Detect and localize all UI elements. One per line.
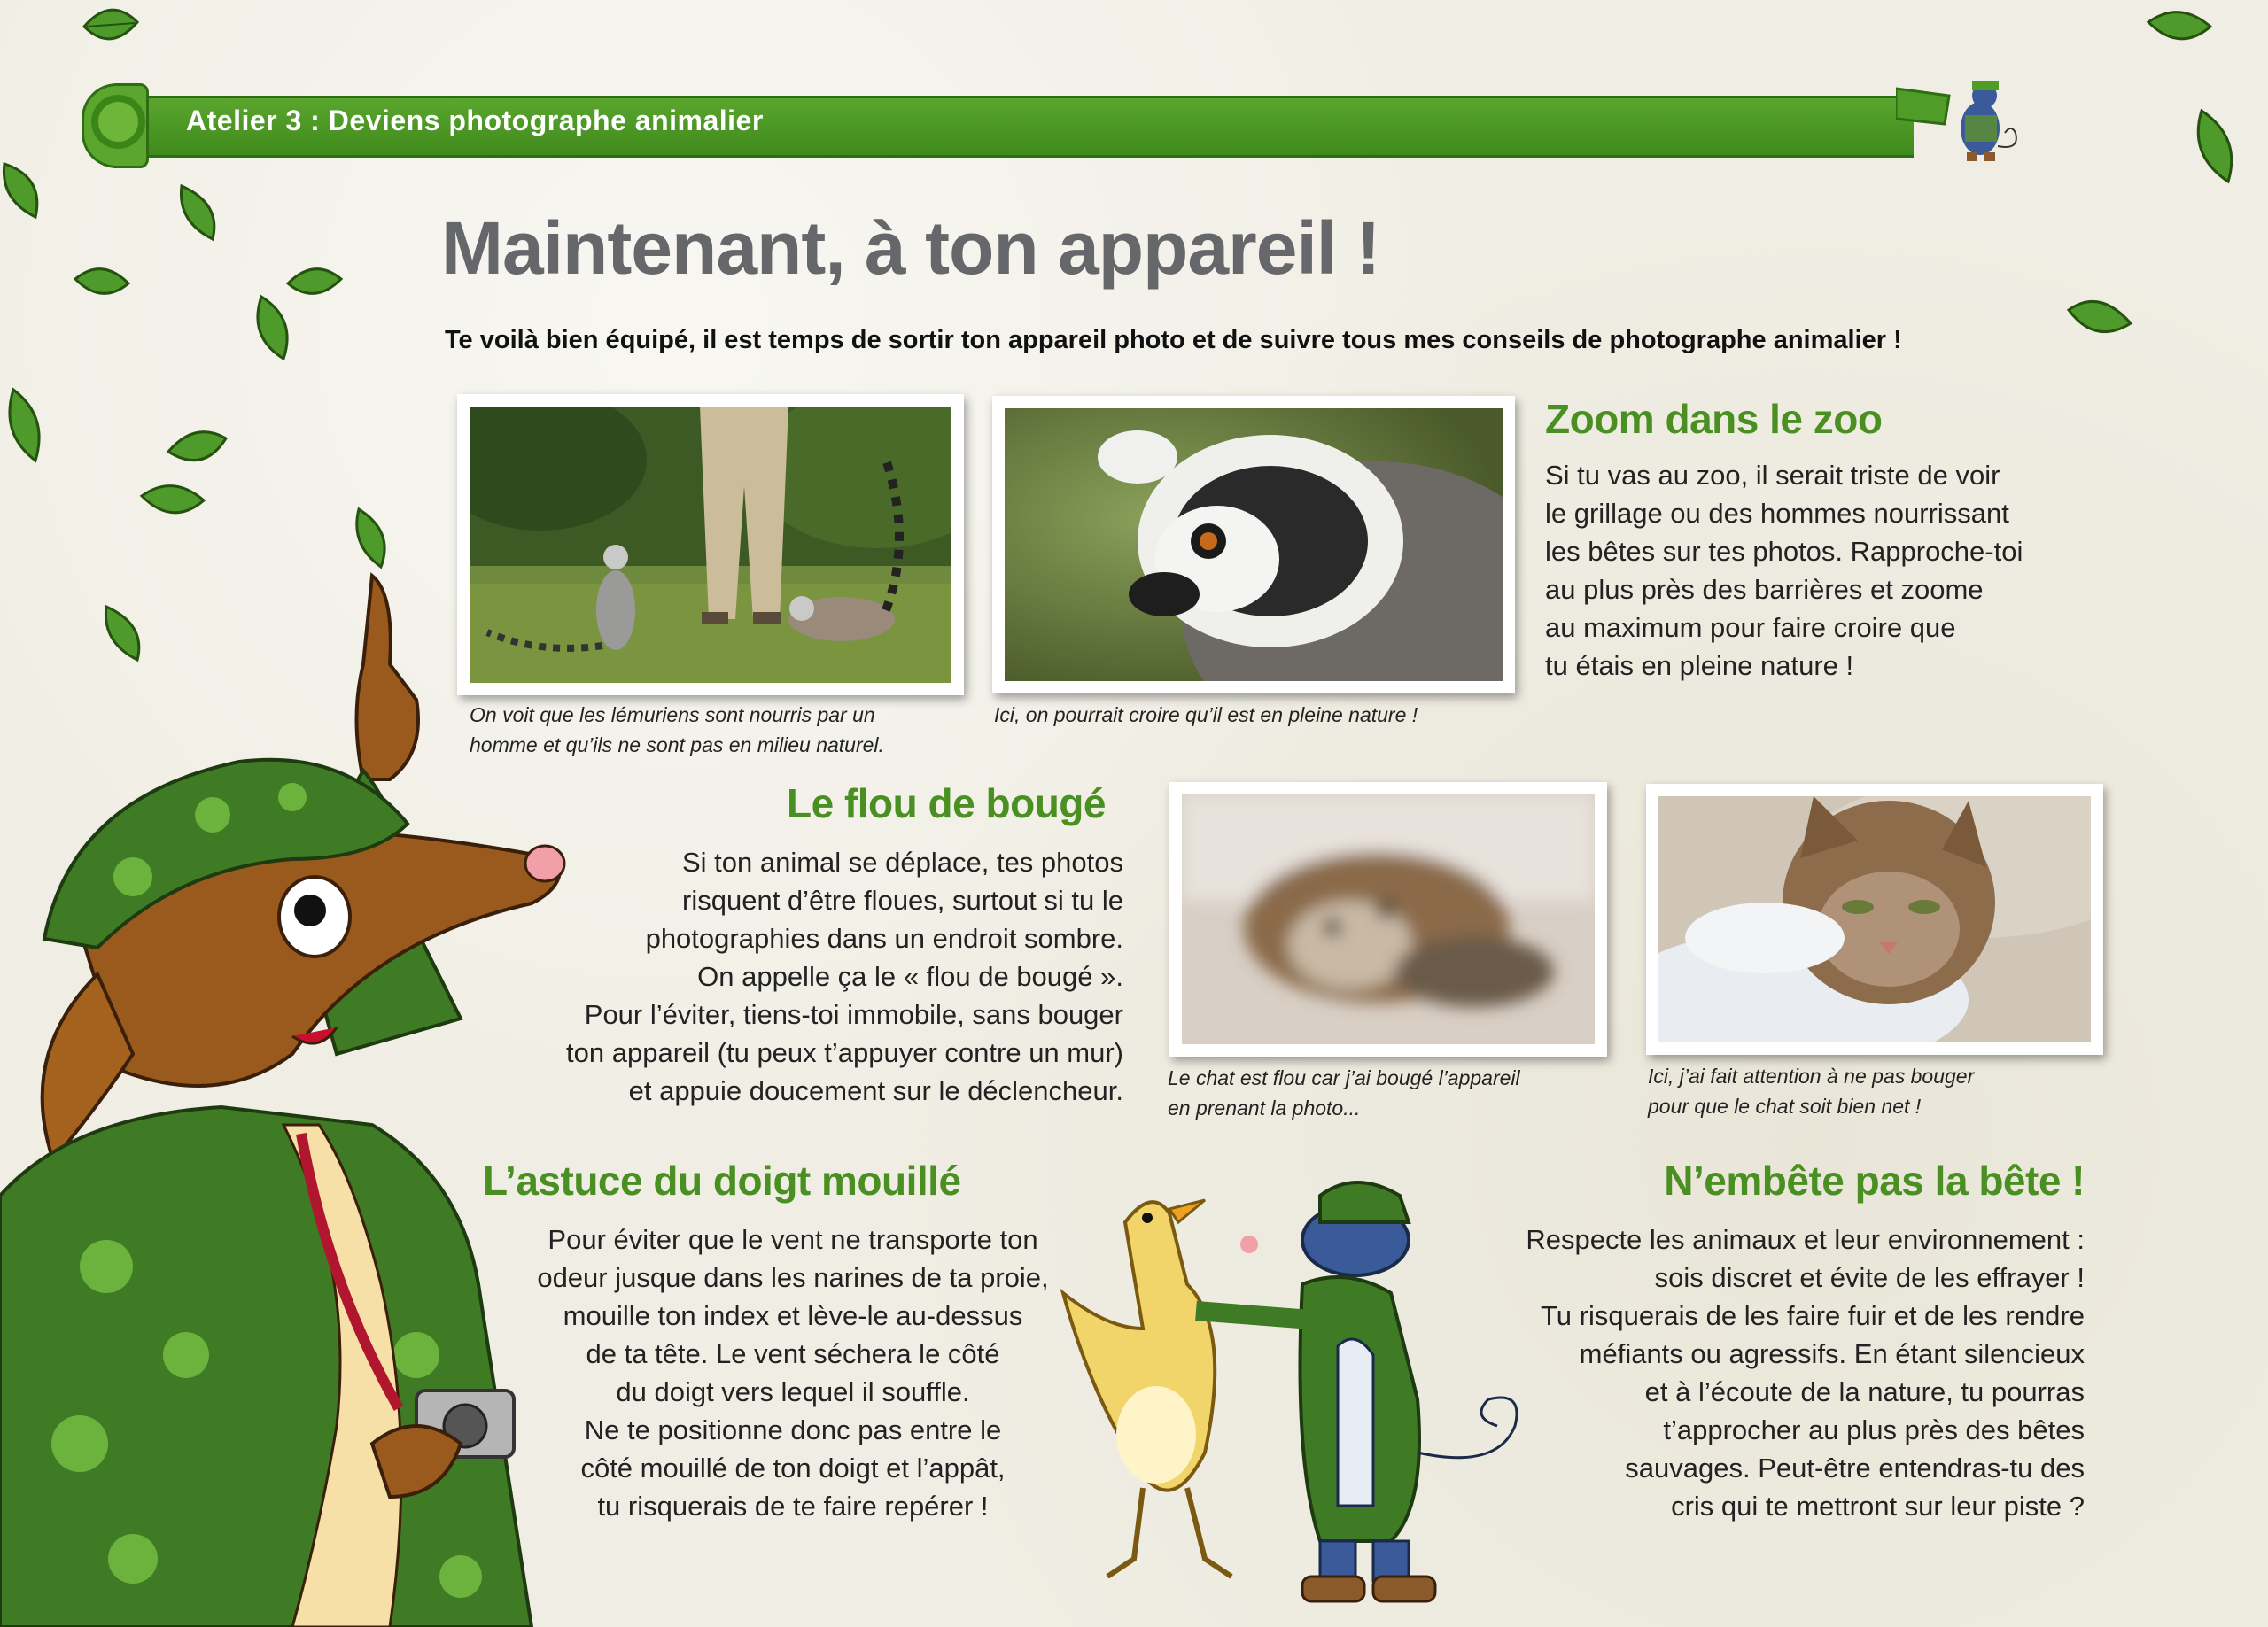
banner-title: Atelier 3 : Deviens photographe animalier — [186, 105, 764, 136]
leaf-icon — [2064, 288, 2135, 345]
page-title: Maintenant, à ton appareil ! — [441, 206, 1380, 290]
caption-cat-blurry: Le chat est flou car j’ai bougé l’appareil en prenant la photo... — [1168, 1066, 1520, 1120]
leaf-icon — [2188, 106, 2241, 186]
leaf-icon — [80, 0, 142, 53]
leaf-icon — [248, 292, 297, 363]
photo-cat-blurry — [1169, 782, 1607, 1057]
leaf-icon — [71, 257, 133, 306]
leaf-icon — [164, 421, 230, 474]
heading-bete: N’embête pas la bête ! — [1664, 1158, 2085, 1204]
heading-zoo: Zoom dans le zoo — [1545, 396, 1883, 442]
lemur-closeup-image — [1005, 408, 1503, 681]
mouse-mascot-icon — [1896, 80, 2029, 168]
paragraph-doigt: Pour éviter que le vent ne transporte ton odeur jusque dans les narines de ta proie, mouille ton index et lève-le au-dessus de ta tête. Le vent séchera le côté du doigt vers lequel il souffle. Ne te positionne donc pas entre le côté mouillé de ton doigt et l’appât, tu risquerais de te faire repérer ! — [537, 1224, 1049, 1522]
caption-lemur-close: Ici, on pourrait croire qu’il est en pleine nature ! — [994, 703, 1418, 726]
caption-cat-sharp: Ici, j’ai fait attention à ne pas bouger pour que le chat soit bien net ! — [1648, 1065, 1975, 1118]
photo-lemur-close — [992, 396, 1515, 693]
photo-cat-sharp — [1646, 784, 2103, 1055]
leaf-icon — [173, 182, 226, 244]
leaf-icon — [137, 474, 208, 527]
heading-flou: Le flou de bougé — [787, 780, 1106, 826]
cat-blurry-image — [1182, 794, 1595, 1044]
intro-text: Te voilà bien équipé, il est temps de sortir ton appareil photo et de suivre tous mes conseils de photographe animalier ! — [445, 326, 1902, 354]
paragraph-zoo: Si tu vas au zoo, il serait triste de voir le grillage ou des hommes nourrissant les bêtes sur tes photos. Rapproche-toi au plus près des barrières et zoome au maximum pour faire croire que tu étais en pleine nature ! — [1545, 460, 2023, 681]
leaf-icon — [2144, 0, 2215, 53]
rat-photographer-illustration — [0, 558, 585, 1627]
banner-scroll-roll — [82, 83, 149, 168]
caption-lemurs-fed: On voit que les lémuriens sont nourris par un homme et qu’ils ne sont pas en milieu naturel. — [470, 703, 884, 756]
paragraph-bete: Respecte les animaux et leur environnement : sois discret et évite de les effrayer ! Tu risquerais de les faire fuir et de les rendre méfiants ou agressifs. En étant silencieux et à l’écoute de la nature, tu pourras t’approcher au plus près des bêtes sauvages. Peut-être entendras-tu des cris qui te mettront sur leur piste ? — [1526, 1224, 2085, 1522]
cat-sharp-image — [1658, 796, 2091, 1042]
paragraph-flou: Si ton animal se déplace, tes photos risquent d’être floues, surtout si tu le photographies dans un endroit sombre. On appelle ça le « flou de bougé ». Pour l’éviter, tiens-toi immobile, sans bouger ton appareil (tu peux t’appuyer contre un mur) et appuie doucement sur le déclencheur. — [566, 847, 1123, 1106]
heading-doigt: L’astuce du doigt mouillé — [483, 1158, 961, 1204]
leaf-icon — [0, 159, 44, 221]
leaf-icon — [0, 385, 49, 465]
bird-and-mouse-illustration — [1054, 1169, 1550, 1612]
